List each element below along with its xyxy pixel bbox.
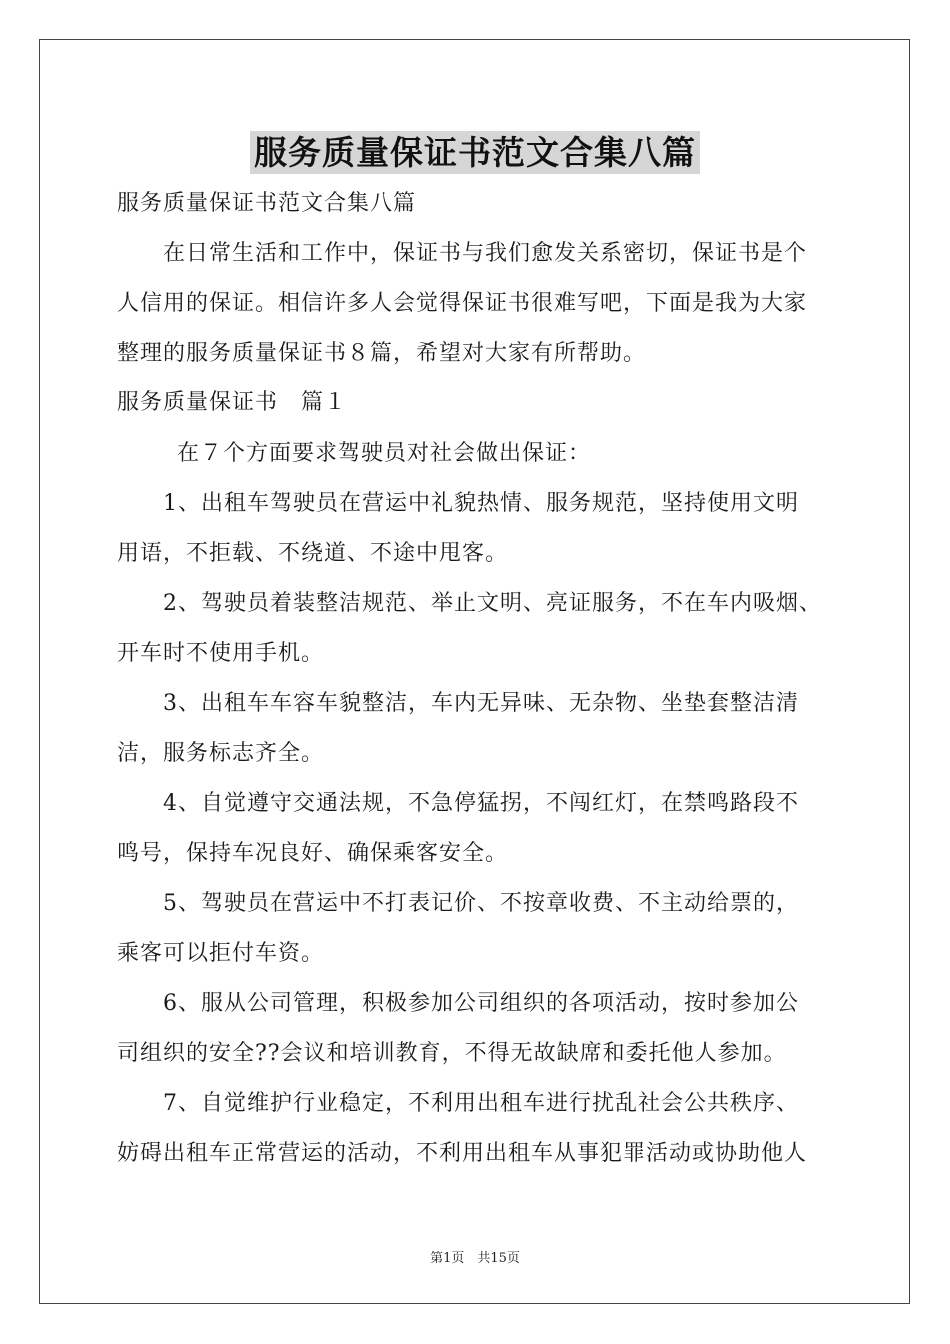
paragraph-line: 在日常生活和工作中，保证书与我们愈发关系密切，保证书是个 — [163, 241, 808, 266]
document-title: 服务质量保证书范文合集八篇 — [250, 131, 700, 174]
list-item-line: 司组织的安全??会议和培训教育，不得无故缺席和委托他人参加。 — [117, 1041, 787, 1066]
list-item-line: 1、出租车驾驶员在营运中礼貌热情、服务规范，坚持使用文明 — [163, 491, 799, 516]
list-item-line: 洁，服务标志齐全。 — [117, 741, 325, 766]
document-subtitle: 服务质量保证书范文合集八篇 — [117, 191, 417, 216]
list-item-line: 7、自觉维护行业稳定，不利用出租车进行扰乱社会公共秩序、 — [163, 1091, 799, 1116]
paragraph-line: 在７个方面要求驾驶员对社会做出保证： — [177, 441, 592, 466]
list-item-line: 6、服从公司管理，积极参加公司组织的各项活动，按时参加公 — [163, 991, 799, 1016]
page-footer: 第1页 共15页 — [430, 1251, 520, 1266]
list-item-line: 4、自觉遵守交通法规，不急停猛拐，不闯红灯，在禁鸣路段不 — [163, 791, 799, 816]
paragraph-line: 整理的服务质量保证书８篇，希望对大家有所帮助。 — [117, 341, 647, 366]
section-heading: 服务质量保证书 篇１ — [117, 390, 348, 415]
list-item-line: 乘客可以拒付车资。 — [117, 941, 325, 966]
list-item-line: 3、出租车车容车貌整洁，车内无异味、无杂物、坐垫套整洁清 — [163, 691, 799, 716]
list-item-line: 2、驾驶员着装整洁规范、举止文明、亮证服务，不在车内吸烟、 — [163, 591, 822, 616]
list-item-line: 妨碍出租车正常营运的活动，不利用出租车从事犯罪活动或协助他人 — [117, 1141, 808, 1166]
list-item-line: 开车时不使用手机。 — [117, 641, 325, 666]
paragraph-line: 人信用的保证。相信许多人会觉得保证书很难写吧，下面是我为大家 — [117, 291, 808, 316]
list-item-line: 用语，不拒载、不绕道、不途中甩客。 — [117, 541, 509, 566]
list-item-line: 5、驾驶员在营运中不打表记价、不按章收费、不主动给票的， — [163, 891, 799, 916]
list-item-line: 鸣号，保持车况良好、确保乘客安全。 — [117, 841, 509, 866]
document-title-wrap — [0, 127, 950, 174]
